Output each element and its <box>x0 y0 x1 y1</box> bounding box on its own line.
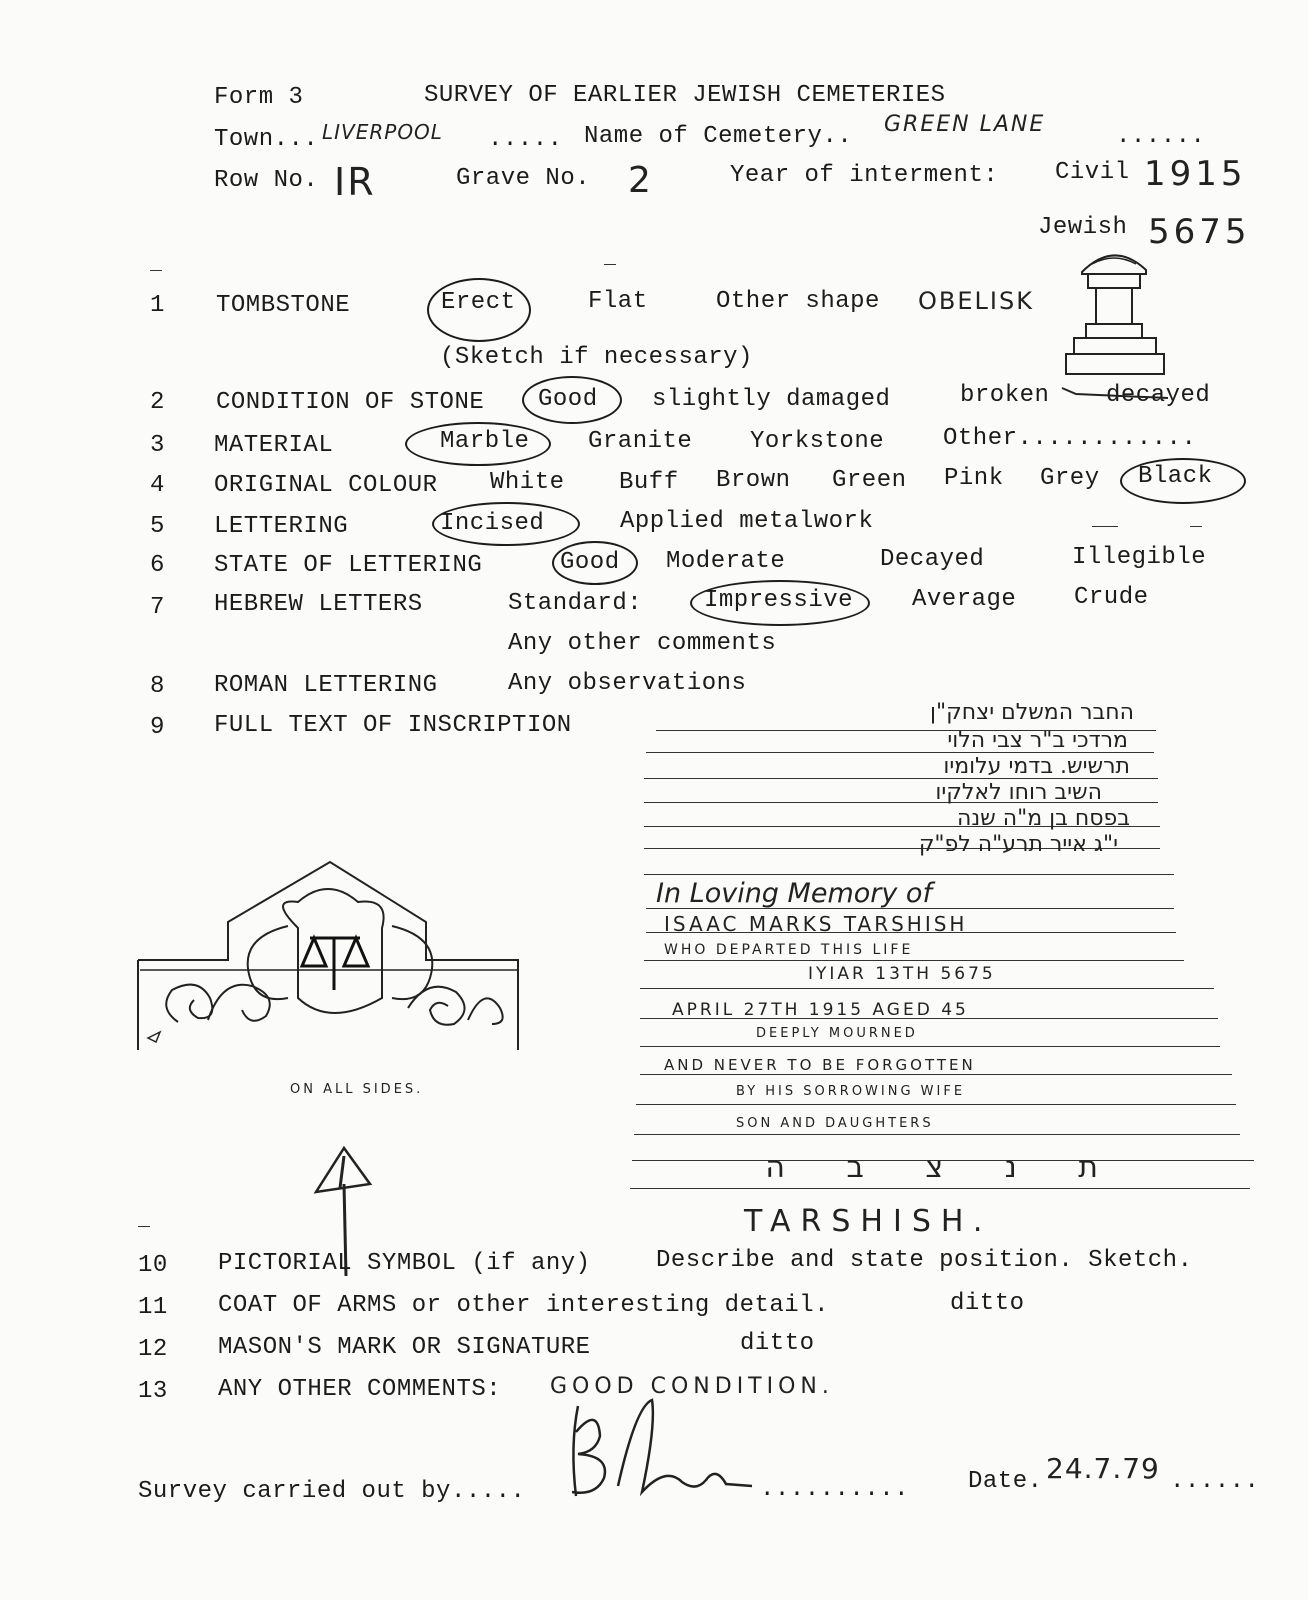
lettering-state-option-illegible: Illegible <box>1072 544 1207 571</box>
lettering-state-option-decayed: Decayed <box>880 546 985 573</box>
margin-dash <box>1190 526 1202 527</box>
english-inscription-line: SON AND DAUGHTERS <box>736 1116 934 1131</box>
writing-line <box>634 1134 1240 1135</box>
grave-label: Grave No. <box>456 165 591 192</box>
form-number: Form 3 <box>214 84 304 111</box>
civil-label: Civil <box>1055 159 1130 186</box>
item-12-number: 12 <box>138 1336 168 1363</box>
date-dots: ...... <box>1170 1468 1260 1495</box>
colour-option-brown: Brown <box>716 467 791 494</box>
hebrew-inscription-line: החבר המשלם יצחק"ן <box>930 700 1134 725</box>
tombstone-option-erect: Erect <box>441 289 516 316</box>
date-label: Date. <box>968 1468 1043 1495</box>
cemetery-label: Name of Cemetery.. <box>584 123 853 150</box>
item-4-number: 4 <box>150 472 165 499</box>
english-inscription-line: IYIAR 13TH 5675 <box>808 964 996 984</box>
item-11-number: 11 <box>138 1294 168 1321</box>
surname-inscription: TARSHISH. <box>744 1204 993 1239</box>
hebrew-inscription-line: בפסח בן מ"ה שנה <box>956 806 1130 831</box>
item-8-label: ROMAN LETTERING <box>214 672 438 699</box>
writing-line <box>640 988 1214 989</box>
hebrew-comments-label: Any other comments <box>508 630 777 657</box>
surveyor-dots: .......... <box>760 1476 910 1503</box>
surveyor-label: Survey carried out by..... <box>138 1478 526 1505</box>
selected-circle <box>1120 458 1246 504</box>
hebrew-inscription-line: י"ג אייר תרע"ה לפ"ק <box>918 832 1118 857</box>
margin-dash <box>604 264 616 265</box>
english-inscription-line: APRIL 27TH 1915 AGED 45 <box>672 1000 969 1020</box>
condition-option-slightly-damaged: slightly damaged <box>652 386 891 413</box>
item-7-number: 7 <box>150 594 165 621</box>
pediment-sketch <box>138 858 538 1078</box>
town-label: Town... <box>214 126 319 153</box>
civil-year-value: 1915 <box>1144 154 1247 194</box>
item-5-label: LETTERING <box>214 513 349 540</box>
condition-option-good: Good <box>538 386 598 413</box>
selected-circle <box>432 502 580 546</box>
masons-mark-value: ditto <box>740 1330 815 1357</box>
pictorial-symbol-instructions: Describe and state position. Sketch. <box>656 1247 1193 1274</box>
item-1-label: TOMBSTONE <box>216 292 351 319</box>
writing-line <box>636 1104 1236 1105</box>
hebrew-abbreviation: ת נ צ ב ה <box>765 1150 1124 1185</box>
surveyor-signature <box>556 1396 756 1506</box>
item-8-number: 8 <box>150 673 165 700</box>
row-value: IR <box>334 160 376 204</box>
item-12-label: MASON'S MARK OR SIGNATURE <box>218 1334 591 1361</box>
material-option-marble: Marble <box>440 428 530 455</box>
item-7-label: HEBREW LETTERS <box>214 591 423 618</box>
hebrew-option-crude: Crude <box>1074 584 1149 611</box>
selected-circle <box>427 278 531 342</box>
obelisk-sketch <box>1062 244 1172 384</box>
colour-option-green: Green <box>832 467 907 494</box>
colour-option-grey: Grey <box>1040 465 1100 492</box>
item-3-label: MATERIAL <box>214 432 334 459</box>
english-inscription-line: AND NEVER TO BE FORGOTTEN <box>664 1056 976 1074</box>
condition-option-decayed: decayed <box>1106 382 1211 409</box>
cemetery-dots: ...... <box>1116 123 1206 150</box>
condition-option-broken: broken <box>960 382 1050 409</box>
hebrew-standard-label: Standard: <box>508 590 643 617</box>
writing-line <box>640 1046 1220 1047</box>
item-3-number: 3 <box>150 432 165 459</box>
english-inscription-line: ISAAC MARKS TARSHISH <box>664 912 968 936</box>
item-13-label: ANY OTHER COMMENTS: <box>218 1376 502 1403</box>
hebrew-option-impressive: Impressive <box>704 587 854 614</box>
form-title: SURVEY OF EARLIER JEWISH CEMETERIES <box>424 82 946 109</box>
colour-option-buff: Buff <box>619 469 679 496</box>
town-value: LIVERPOOL <box>322 120 443 144</box>
writing-line <box>644 960 1184 961</box>
item-13-number: 13 <box>138 1378 168 1405</box>
item-6-number: 6 <box>150 552 165 579</box>
hebrew-inscription-line: השיב רוחו לאלקיו <box>935 780 1102 805</box>
margin-dash <box>1092 526 1118 527</box>
margin-dash <box>150 270 162 271</box>
item-9-label: FULL TEXT OF INSCRIPTION <box>214 712 572 739</box>
lettering-state-option-good: Good <box>560 549 620 576</box>
writing-line <box>644 874 1174 875</box>
coat-of-arms-value: ditto <box>950 1290 1025 1317</box>
tombstone-option-flat: Flat <box>588 288 648 315</box>
item-4-label: ORIGINAL COLOUR <box>214 472 438 499</box>
item-10-number: 10 <box>138 1252 168 1279</box>
item-2-number: 2 <box>150 389 165 416</box>
hebrew-inscription-line: תרשיש. בדמי עלומיו <box>943 754 1130 779</box>
item-11-label: COAT OF ARMS or other interesting detail. <box>218 1292 829 1319</box>
selected-circle <box>690 580 870 626</box>
selected-circle <box>522 376 622 424</box>
english-inscription-line: In Loving Memory of <box>656 878 932 909</box>
jewish-label: Jewish <box>1038 214 1128 241</box>
row-label: Row No. <box>214 167 319 194</box>
lettering-option-incised: Incised <box>440 510 545 537</box>
colour-option-white: White <box>490 469 565 496</box>
lettering-state-option-moderate: Moderate <box>666 548 786 575</box>
sketch-caption: ON ALL SIDES. <box>290 1082 424 1097</box>
english-inscription-line: BY HIS SORROWING WIFE <box>736 1084 966 1099</box>
town-dots: ..... <box>488 126 563 153</box>
selected-circle <box>405 422 551 466</box>
hebrew-option-average: Average <box>912 586 1017 613</box>
colour-option-pink: Pink <box>944 465 1004 492</box>
english-inscription-line: DEEPLY MOURNED <box>756 1026 918 1041</box>
margin-dash <box>138 1226 150 1227</box>
material-option-other: Other............ <box>943 425 1197 452</box>
item-2-label: CONDITION OF STONE <box>216 389 485 416</box>
cemetery-value: GREEN LANE <box>884 112 1046 137</box>
material-option-yorkstone: Yorkstone <box>750 428 885 455</box>
roman-observations-label: Any observations <box>508 670 747 697</box>
selected-circle <box>552 541 638 585</box>
strike-mark <box>1060 386 1170 406</box>
year-label: Year of interment: <box>730 162 999 189</box>
item-6-label: STATE OF LETTERING <box>214 552 483 579</box>
colour-option-black: Black <box>1138 463 1213 490</box>
item-9-number: 9 <box>150 714 165 741</box>
lettering-option-applied-metalwork: Applied metalwork <box>620 508 874 535</box>
tombstone-shape-value: OBELISK <box>918 287 1034 315</box>
hebrew-inscription-line: מרדכי ב"ר צבי הלוי <box>947 728 1128 753</box>
survey-date-value: 24.7.79 <box>1046 1452 1160 1485</box>
jewish-year-value: 5675 <box>1148 212 1251 252</box>
english-inscription-line: WHO DEPARTED THIS LIFE <box>664 942 914 958</box>
item-5-number: 5 <box>150 513 165 540</box>
sketch-note: (Sketch if necessary) <box>440 344 753 371</box>
other-comments-value: GOOD CONDITION. <box>550 1374 834 1399</box>
item-10-label: PICTORIAL SYMBOL (if any) <box>218 1250 591 1277</box>
grave-value: 2 <box>628 160 651 201</box>
writing-line <box>630 1188 1250 1189</box>
tombstone-option-other: Other shape <box>716 288 880 315</box>
writing-line <box>640 1074 1232 1075</box>
material-option-granite: Granite <box>588 428 693 455</box>
item-1-number: 1 <box>150 292 165 319</box>
